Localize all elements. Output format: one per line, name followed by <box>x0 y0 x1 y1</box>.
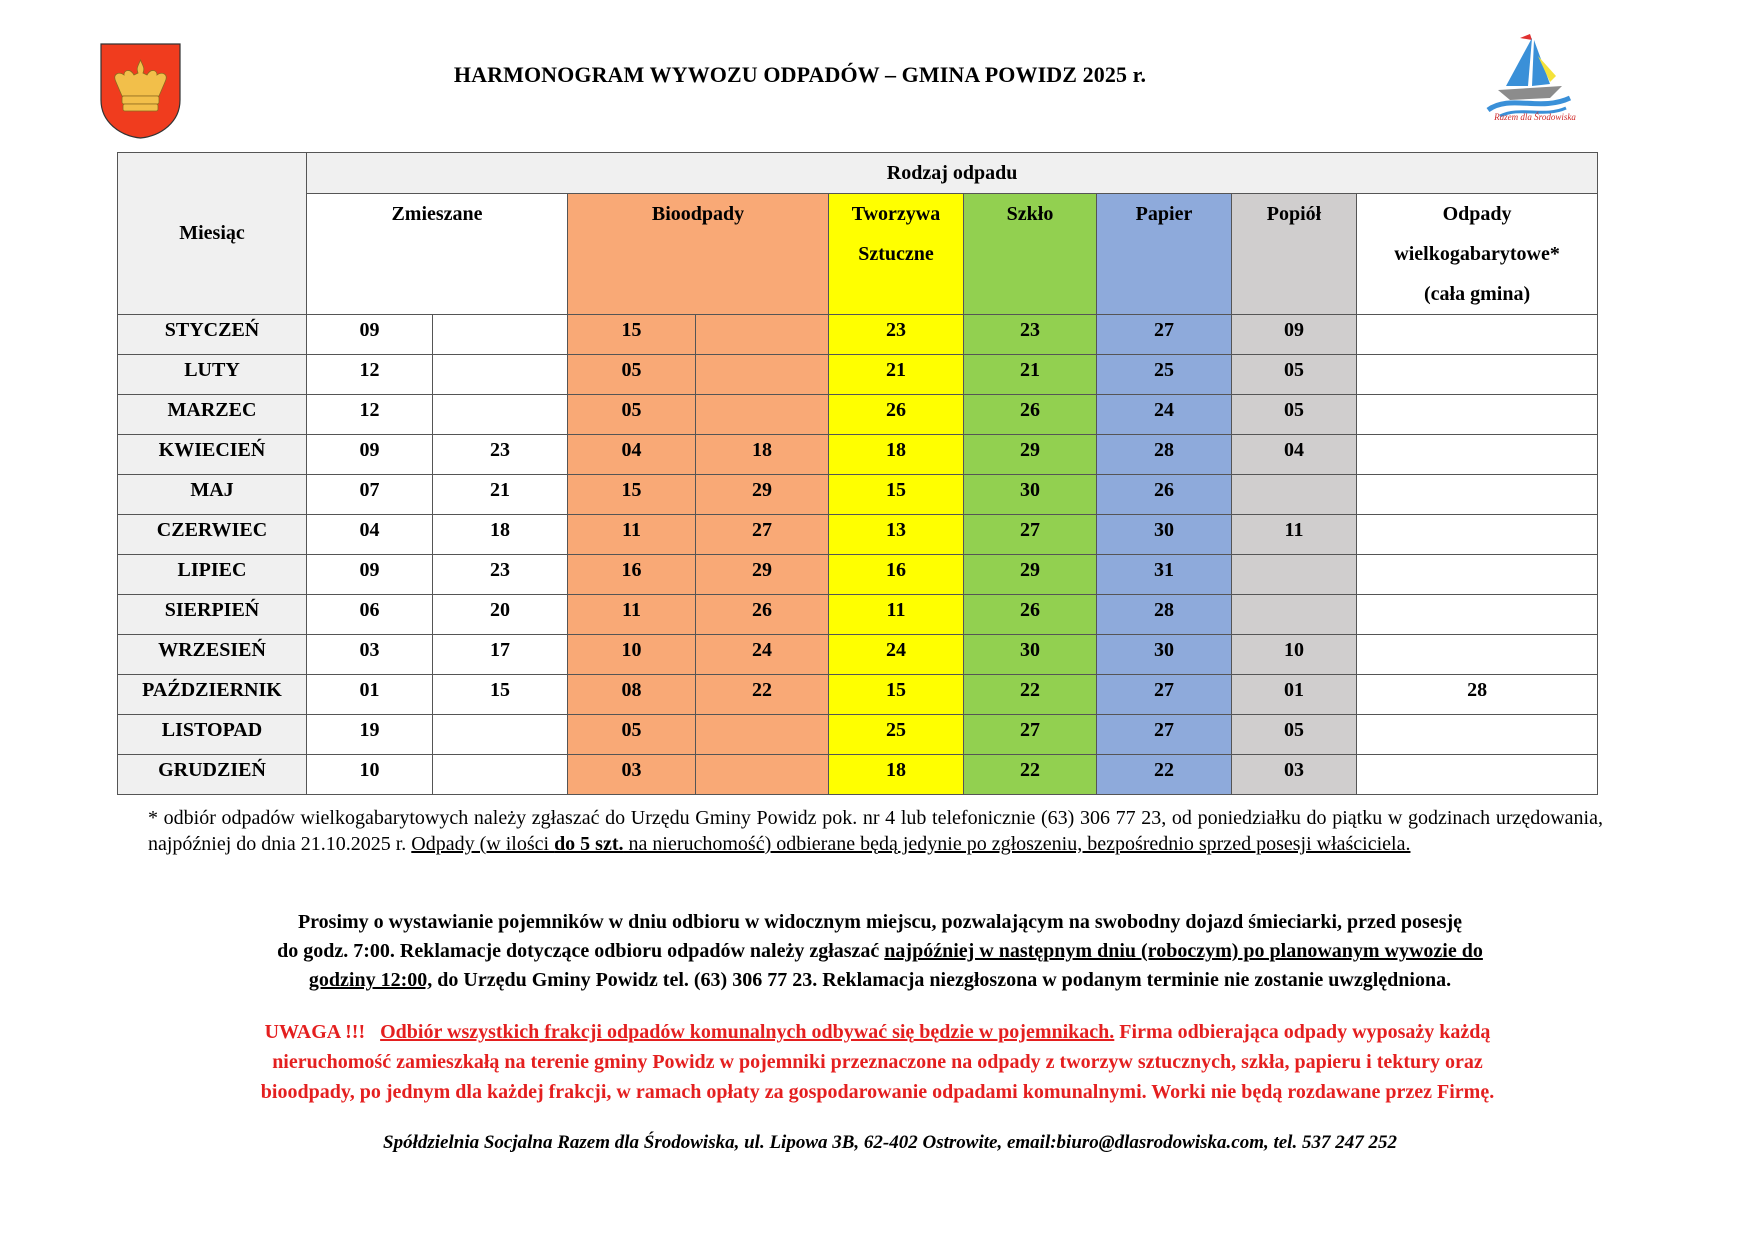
column-header-bio: Bioodpady <box>568 194 829 315</box>
table-row <box>118 715 1598 755</box>
mixed-date-2: 18 <box>433 515 568 555</box>
bulky-label-line2: wielkogabarytowe* <box>1394 243 1560 265</box>
bulky-date <box>1357 715 1598 755</box>
table-row <box>118 755 1598 795</box>
bio-date-1: 11 <box>568 595 696 635</box>
bulky-date <box>1357 515 1598 555</box>
bio-date-1: 05 <box>568 355 696 395</box>
footnote-underlined <box>411 833 1410 855</box>
table-row <box>118 475 1598 515</box>
footnote-underlined-a: Odpady (w ilości <box>411 833 555 855</box>
bio-date-2 <box>696 355 829 395</box>
warning-underlined: Odbiór wszystkich frakcji odpadów komunalnych odbywać się będzie w pojemnikach. <box>380 1021 1115 1043</box>
paper-date: 27 <box>1097 675 1232 715</box>
mixed-date-2: 15 <box>433 675 568 715</box>
month-cell: LIPIEC <box>118 555 307 595</box>
mixed-date-1: 12 <box>307 355 433 395</box>
bio-date-1: 15 <box>568 315 696 355</box>
month-cell: MAJ <box>118 475 307 515</box>
bio-date-2: 24 <box>696 635 829 675</box>
bio-date-1: 16 <box>568 555 696 595</box>
mixed-date-2 <box>433 395 568 435</box>
mixed-date-2: 23 <box>433 435 568 475</box>
bio-date-2: 18 <box>696 435 829 475</box>
notice-line2 <box>160 937 1600 966</box>
column-header-glass: Szkło <box>964 194 1097 315</box>
coat-of-arms-icon <box>99 42 182 140</box>
plastic-date: 13 <box>829 515 964 555</box>
column-header-bulky <box>1357 194 1598 315</box>
glass-date: 29 <box>964 555 1097 595</box>
bulky-date <box>1357 555 1598 595</box>
company-footer: Spółdzielnia Socjalna Razem dla Środowiska, ul. Lipowa 3B, 62-402 Ostrowite, email:biuro@dlasrodowiska.com, tel. 537 247 252 <box>383 1132 1397 1153</box>
logo-text: Razem dla Środowiska <box>1494 112 1576 122</box>
warning-prefix: UWAGA !!! <box>264 1021 381 1043</box>
paper-date: 30 <box>1097 635 1232 675</box>
plastic-date: 15 <box>829 675 964 715</box>
plastic-date: 23 <box>829 315 964 355</box>
bulky-date <box>1357 635 1598 675</box>
bio-date-1: 03 <box>568 755 696 795</box>
ash-date: 09 <box>1232 315 1357 355</box>
paper-date: 27 <box>1097 315 1232 355</box>
mixed-date-1: 10 <box>307 755 433 795</box>
glass-date: 27 <box>964 515 1097 555</box>
ash-date: 05 <box>1232 395 1357 435</box>
month-cell: SIERPIEŃ <box>118 595 307 635</box>
glass-date: 22 <box>964 675 1097 715</box>
bulky-waste-footnote <box>148 805 1603 857</box>
table-row <box>118 515 1598 555</box>
mixed-date-2: 20 <box>433 595 568 635</box>
month-cell: MARZEC <box>118 395 307 435</box>
ash-date <box>1232 475 1357 515</box>
bin-placement-notice <box>160 908 1600 995</box>
month-cell: LISTOPAD <box>118 715 307 755</box>
plastic-date: 15 <box>829 475 964 515</box>
plastic-date: 25 <box>829 715 964 755</box>
month-cell: KWIECIEŃ <box>118 435 307 475</box>
plastic-date: 26 <box>829 395 964 435</box>
plastic-date: 11 <box>829 595 964 635</box>
plastic-date: 18 <box>829 435 964 475</box>
bio-date-1: 15 <box>568 475 696 515</box>
page-title: HARMONOGRAM WYWOZU ODPADÓW – GMINA POWIDZ 2025 r. <box>453 62 1147 87</box>
warning-line2: nieruchomość zamieszkałą na terenie gminy Powidz w pojemniki przeznaczone na odpady z tworzyw sztucznych, szkła, papieru i tektury oraz <box>272 1051 1483 1073</box>
notice-line3-plain: do Urzędu Gminy Powidz tel. (63) 306 77 23. Reklamacja niezgłoszona w podanym terminie nie zostanie uwzględniona. <box>432 969 1452 991</box>
plastic-date: 21 <box>829 355 964 395</box>
table-row <box>118 395 1598 435</box>
glass-date: 30 <box>964 635 1097 675</box>
bulky-date <box>1357 315 1598 355</box>
bio-date-1: 04 <box>568 435 696 475</box>
mixed-date-1: 04 <box>307 515 433 555</box>
notice-line3-underlined: godziny 12:00, <box>308 969 433 991</box>
warning-line1 <box>145 1017 1610 1047</box>
paper-date: 24 <box>1097 395 1232 435</box>
plastic-date: 24 <box>829 635 964 675</box>
bio-date-1: 08 <box>568 675 696 715</box>
table-row <box>118 355 1598 395</box>
mixed-date-1: 03 <box>307 635 433 675</box>
mixed-date-2 <box>433 715 568 755</box>
plastic-date: 18 <box>829 755 964 795</box>
bio-date-2: 22 <box>696 675 829 715</box>
mixed-date-2: 23 <box>433 555 568 595</box>
bio-date-1: 11 <box>568 515 696 555</box>
paper-date: 27 <box>1097 715 1232 755</box>
notice-line2-plain: do godz. 7:00. Reklamacje dotyczące odbioru odpadów należy zgłaszać <box>277 940 885 962</box>
glass-date: 26 <box>964 395 1097 435</box>
bio-date-2 <box>696 755 829 795</box>
ash-date: 05 <box>1232 715 1357 755</box>
plastic-label-line1: Tworzywa <box>851 203 941 225</box>
footnote-underlined-b: na nieruchomość) odbierane będą jedynie po zgłoszeniu, bezpośrednio sprzed posesji właściciela. <box>623 833 1411 855</box>
warning-line3: bioodpady, po jednym dla każdej frakcji, w ramach opłaty za gospodarowanie odpadami komunalnymi. Worki nie będą rozdawane przez Firmę. <box>260 1081 1495 1103</box>
mixed-date-1: 19 <box>307 715 433 755</box>
ash-date: 04 <box>1232 435 1357 475</box>
paper-date: 25 <box>1097 355 1232 395</box>
mixed-date-2 <box>433 315 568 355</box>
mixed-date-2: 21 <box>433 475 568 515</box>
schedule-table <box>117 152 1598 795</box>
month-cell: WRZESIEŃ <box>118 635 307 675</box>
ash-date: 05 <box>1232 355 1357 395</box>
mixed-date-2 <box>433 755 568 795</box>
bulky-date <box>1357 475 1598 515</box>
month-cell: STYCZEŃ <box>118 315 307 355</box>
bio-date-2 <box>696 395 829 435</box>
bulky-date <box>1357 395 1598 435</box>
notice-line1: Prosimy o wystawianie pojemników w dniu odbioru w widocznym miejscu, pozwalającym na swobodny dojazd śmieciarki, przed posesję <box>297 911 1463 933</box>
bulky-label-line3: (cała gmina) <box>1424 283 1531 305</box>
ash-date <box>1232 595 1357 635</box>
bio-date-2 <box>696 315 829 355</box>
glass-date: 21 <box>964 355 1097 395</box>
ash-date: 03 <box>1232 755 1357 795</box>
bulky-label-line1: Odpady <box>1442 203 1512 225</box>
bio-date-2: 27 <box>696 515 829 555</box>
mixed-date-1: 07 <box>307 475 433 515</box>
month-cell: LUTY <box>118 355 307 395</box>
ash-date: 11 <box>1232 515 1357 555</box>
bio-date-2 <box>696 715 829 755</box>
column-header-mixed: Zmieszane <box>307 194 568 315</box>
bio-date-1: 10 <box>568 635 696 675</box>
mixed-date-1: 09 <box>307 555 433 595</box>
glass-date: 27 <box>964 715 1097 755</box>
bulky-date <box>1357 355 1598 395</box>
ash-date <box>1232 555 1357 595</box>
month-cell: GRUDZIEŃ <box>118 755 307 795</box>
mixed-date-1: 09 <box>307 315 433 355</box>
bio-date-1: 05 <box>568 715 696 755</box>
column-header-plastic <box>829 194 964 315</box>
warning-line1-rest: Firma odbierająca odpady wyposaży każdą <box>1114 1021 1491 1043</box>
plastic-label-line2: Sztuczne <box>858 243 934 265</box>
bulky-date <box>1357 435 1598 475</box>
ash-date: 01 <box>1232 675 1357 715</box>
column-header-ash: Popiół <box>1232 194 1357 315</box>
paper-date: 28 <box>1097 595 1232 635</box>
bio-date-2: 29 <box>696 475 829 515</box>
column-header-paper: Papier <box>1097 194 1232 315</box>
mixed-date-1: 06 <box>307 595 433 635</box>
table-row <box>118 675 1598 715</box>
glass-date: 23 <box>964 315 1097 355</box>
month-column-header: Miesiąc <box>118 153 307 315</box>
mixed-date-1: 12 <box>307 395 433 435</box>
bulky-date: 28 <box>1357 675 1598 715</box>
plastic-date: 16 <box>829 555 964 595</box>
month-cell: PAŹDZIERNIK <box>118 675 307 715</box>
paper-date: 31 <box>1097 555 1232 595</box>
paper-date: 22 <box>1097 755 1232 795</box>
glass-date: 26 <box>964 595 1097 635</box>
ash-date: 10 <box>1232 635 1357 675</box>
table-row <box>118 435 1598 475</box>
notice-line3 <box>160 966 1600 995</box>
glass-date: 29 <box>964 435 1097 475</box>
paper-date: 26 <box>1097 475 1232 515</box>
bulky-date <box>1357 755 1598 795</box>
table-row <box>118 595 1598 635</box>
bio-date-2: 26 <box>696 595 829 635</box>
mixed-date-1: 09 <box>307 435 433 475</box>
table-row <box>118 635 1598 675</box>
table-row <box>118 555 1598 595</box>
warning-notice <box>145 1017 1610 1107</box>
bio-date-2: 29 <box>696 555 829 595</box>
mixed-date-2 <box>433 355 568 395</box>
mixed-date-1: 01 <box>307 675 433 715</box>
glass-date: 22 <box>964 755 1097 795</box>
paper-date: 30 <box>1097 515 1232 555</box>
table-row <box>118 315 1598 355</box>
waste-type-group-header: Rodzaj odpadu <box>307 153 1598 194</box>
glass-date: 30 <box>964 475 1097 515</box>
footnote-limit: do 5 szt. <box>554 833 624 855</box>
bio-date-1: 05 <box>568 395 696 435</box>
bulky-date <box>1357 595 1598 635</box>
paper-date: 28 <box>1097 435 1232 475</box>
mixed-date-2: 17 <box>433 635 568 675</box>
footnote-text: * odbiór odpadów wielkogabarytowych należy zgłaszać do Urzędu Gminy Powidz pok. nr 4 lub telefonicznie (63) 306 77 23, od poniedziałku do piątku w godzinach urzędowania, najpóźniej do dnia 21.10.2025 r. <box>148 807 1603 855</box>
month-cell: CZERWIEC <box>118 515 307 555</box>
notice-line2-underlined: najpóźniej w następnym dniu (roboczym) po planowanym wywozie do <box>884 940 1483 962</box>
